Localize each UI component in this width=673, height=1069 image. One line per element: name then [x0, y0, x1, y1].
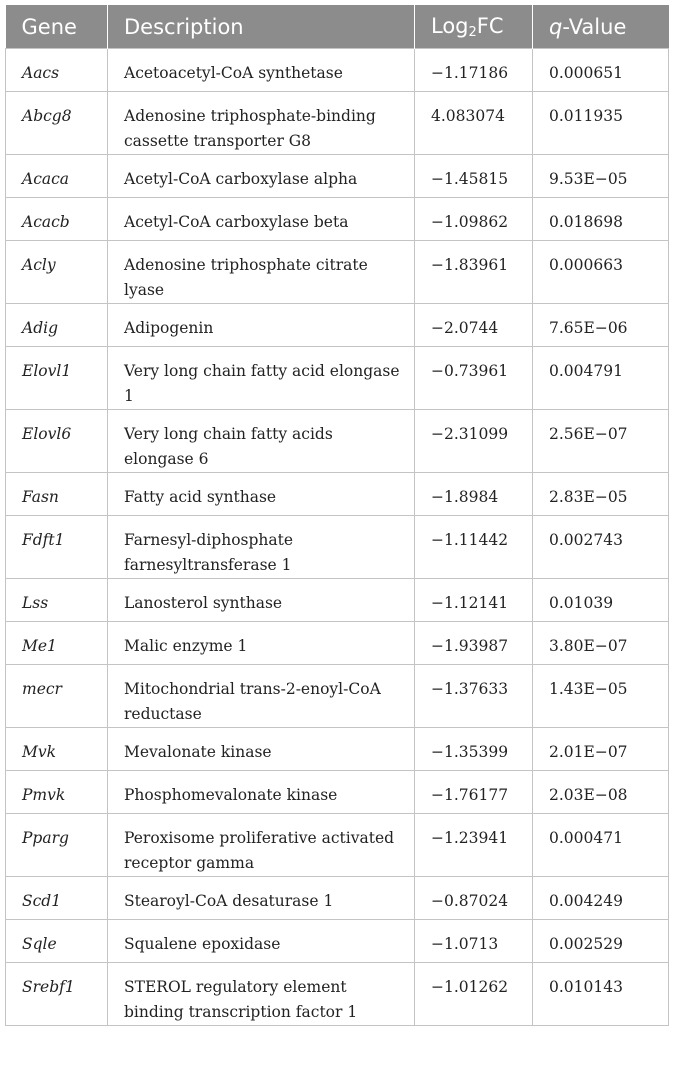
qvalue-cell: 0.000663 — [533, 241, 669, 304]
gene-cell: Abcg8 — [6, 92, 108, 155]
table-row — [6, 920, 669, 963]
qvalue-cell: 3.80E−07 — [533, 622, 669, 665]
gene-expression-table — [5, 5, 669, 1026]
description-cell: Squalene epoxidase — [108, 920, 415, 963]
gene-cell: Acaca — [6, 155, 108, 198]
qvalue-cell: 0.002529 — [533, 920, 669, 963]
qvalue-cell: 0.004249 — [533, 877, 669, 920]
gene-cell: Srebf1 — [6, 963, 108, 1026]
log2fc-cell: −1.35399 — [415, 728, 533, 771]
header-log2fc-suffix: FC — [476, 13, 504, 38]
gene-cell: Me1 — [6, 622, 108, 665]
table-row — [6, 304, 669, 347]
header-gene: Gene — [6, 5, 108, 49]
log2fc-cell: −1.23941 — [415, 814, 533, 877]
gene-cell: Lss — [6, 579, 108, 622]
gene-cell: Scd1 — [6, 877, 108, 920]
log2fc-cell: −1.76177 — [415, 771, 533, 814]
log2fc-cell: −0.73961 — [415, 347, 533, 410]
qvalue-cell: 0.011935 — [533, 92, 669, 155]
qvalue-cell: 2.03E−08 — [533, 771, 669, 814]
table-row — [6, 814, 669, 877]
log2fc-cell: −1.37633 — [415, 665, 533, 728]
description-cell: Acetoacetyl-CoA synthetase — [108, 49, 415, 92]
qvalue-cell: 2.83E−05 — [533, 473, 669, 516]
log2fc-cell: −1.45815 — [415, 155, 533, 198]
log2fc-cell: −1.17186 — [415, 49, 533, 92]
log2fc-cell: −1.8984 — [415, 473, 533, 516]
description-cell: Fatty acid synthase — [108, 473, 415, 516]
qvalue-cell: 0.004791 — [533, 347, 669, 410]
header-row — [6, 5, 669, 49]
description-cell: STEROL regulatory element binding transcription factor 1 — [108, 963, 415, 1026]
qvalue-cell: 2.01E−07 — [533, 728, 669, 771]
log2fc-cell: −1.11442 — [415, 516, 533, 579]
table-row — [6, 771, 669, 814]
description-cell: Lanosterol synthase — [108, 579, 415, 622]
description-cell: Acetyl-CoA carboxylase alpha — [108, 155, 415, 198]
table-row — [6, 665, 669, 728]
description-cell: Mitochondrial trans-2-enoyl-CoA reductase — [108, 665, 415, 728]
qvalue-cell: 0.018698 — [533, 198, 669, 241]
table-row — [6, 473, 669, 516]
qvalue-cell: 0.01039 — [533, 579, 669, 622]
gene-cell: Elovl6 — [6, 410, 108, 473]
gene-cell: Fasn — [6, 473, 108, 516]
table-row — [6, 579, 669, 622]
gene-cell: Fdft1 — [6, 516, 108, 579]
qvalue-cell: 0.010143 — [533, 963, 669, 1026]
gene-cell: Adig — [6, 304, 108, 347]
header-qvalue — [533, 5, 669, 49]
header-log2fc-subscript: 2 — [468, 24, 477, 40]
table-row — [6, 410, 669, 473]
table-row — [6, 516, 669, 579]
table-header — [6, 5, 669, 49]
description-cell: Mevalonate kinase — [108, 728, 415, 771]
header-qvalue-prefix: q — [549, 14, 563, 39]
table-row — [6, 347, 669, 410]
table-row — [6, 198, 669, 241]
table-row — [6, 963, 669, 1026]
description-cell: Stearoyl-CoA desaturase 1 — [108, 877, 415, 920]
table-row — [6, 155, 669, 198]
log2fc-cell: 4.083074 — [415, 92, 533, 155]
table-row — [6, 92, 669, 155]
table-body — [6, 49, 669, 1026]
description-cell: Phosphomevalonate kinase — [108, 771, 415, 814]
qvalue-cell: 0.002743 — [533, 516, 669, 579]
qvalue-cell: 0.000471 — [533, 814, 669, 877]
description-cell: Very long chain fatty acids elongase 6 — [108, 410, 415, 473]
description-cell: Adipogenin — [108, 304, 415, 347]
log2fc-cell: −1.12141 — [415, 579, 533, 622]
description-cell: Adenosine triphosphate-binding cassette transporter G8 — [108, 92, 415, 155]
gene-cell: mecr — [6, 665, 108, 728]
description-cell: Peroxisome proliferative activated receptor gamma — [108, 814, 415, 877]
log2fc-cell: −2.31099 — [415, 410, 533, 473]
qvalue-cell: 2.56E−07 — [533, 410, 669, 473]
header-qvalue-suffix: -Value — [562, 14, 627, 39]
log2fc-cell: −1.83961 — [415, 241, 533, 304]
header-log2fc-prefix: Log — [431, 13, 469, 38]
header-log2fc — [415, 5, 533, 49]
description-cell: Very long chain fatty acid elongase 1 — [108, 347, 415, 410]
description-cell: Malic enzyme 1 — [108, 622, 415, 665]
table-row — [6, 728, 669, 771]
log2fc-cell: −1.01262 — [415, 963, 533, 1026]
gene-cell: Elovl1 — [6, 347, 108, 410]
gene-cell: Acly — [6, 241, 108, 304]
log2fc-cell: −1.0713 — [415, 920, 533, 963]
gene-cell: Pparg — [6, 814, 108, 877]
gene-cell: Sqle — [6, 920, 108, 963]
log2fc-cell: −0.87024 — [415, 877, 533, 920]
gene-cell: Aacs — [6, 49, 108, 92]
table-row — [6, 49, 669, 92]
qvalue-cell: 7.65E−06 — [533, 304, 669, 347]
header-description: Description — [108, 5, 415, 49]
table-row — [6, 241, 669, 304]
gene-cell: Pmvk — [6, 771, 108, 814]
description-cell: Farnesyl-diphosphate farnesyltransferase 1 — [108, 516, 415, 579]
gene-cell: Acacb — [6, 198, 108, 241]
log2fc-cell: −1.09862 — [415, 198, 533, 241]
qvalue-cell: 9.53E−05 — [533, 155, 669, 198]
qvalue-cell: 0.000651 — [533, 49, 669, 92]
gene-cell: Mvk — [6, 728, 108, 771]
table-row — [6, 622, 669, 665]
table-row — [6, 877, 669, 920]
description-cell: Acetyl-CoA carboxylase beta — [108, 198, 415, 241]
qvalue-cell: 1.43E−05 — [533, 665, 669, 728]
log2fc-cell: −2.0744 — [415, 304, 533, 347]
description-cell: Adenosine triphosphate citrate lyase — [108, 241, 415, 304]
log2fc-cell: −1.93987 — [415, 622, 533, 665]
